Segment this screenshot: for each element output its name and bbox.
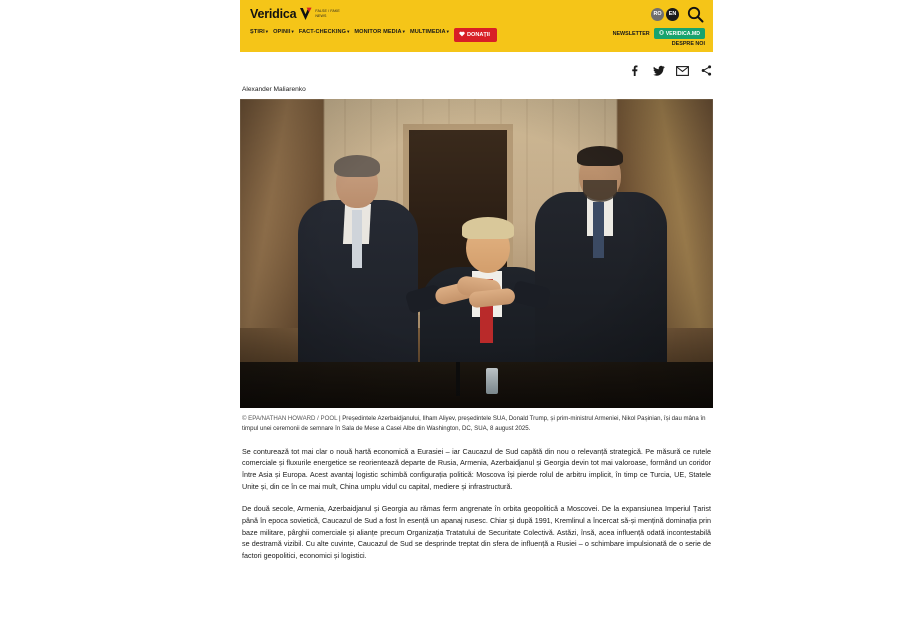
article-paragraph: Se conturează tot mai clar o nouă hartă economică a Eurasiei – iar Caucazul de Sud capătă din nou o relevanță strategică. Pe măsură ce rutele comerciale și fluxurile energetice se reorientează departe de Rusia, Armenia, Azerbaidjanul și Georgia devin tot mai valoroase, formând un coridor între Asia și Europa. Acest avantaj logistic schimbă configurația politică: Moscova își pierde rolul de arbitru implicit, în timp ce Turcia, UE, Statele Unite și, din ce în ce mai mult, China umplu vidul cu capital, mediere și infrastructură. [242, 446, 711, 491]
header-top-bar [240, 0, 713, 28]
share-bar [240, 64, 715, 77]
heart-icon [459, 31, 465, 39]
nav-item-opinii[interactable] [273, 28, 299, 36]
donate-label: DONAȚII [466, 32, 490, 38]
chevron-down-icon: ▾ [402, 29, 405, 34]
site-header [240, 0, 713, 52]
search-icon[interactable] [685, 4, 705, 24]
caption-text: Președintele Azerbaidjanului, Ilham Aliyev, președintele SUA, Donald Trump, și prim-ministrul Armeniei, Nikol Pașinian, își dau mâna în timpul unei ceremonii de semnare în Sala de Mese a Casei Albe din Washington, DC, SUA, 8 august 2025. [242, 415, 706, 433]
secondary-navigation [613, 28, 705, 47]
nav-item-monitor-media[interactable] [354, 28, 410, 36]
lang-option-en[interactable]: EN [666, 8, 679, 21]
veridica-check-icon [299, 7, 312, 21]
lang-option-ro[interactable]: RO [651, 8, 664, 21]
donate-button[interactable] [454, 28, 497, 42]
caption-separator: | [338, 415, 341, 422]
share-icon[interactable] [700, 64, 713, 77]
brand-wordmark: Veridica [250, 7, 297, 21]
article-byline: Alexander Maliarenko [242, 86, 306, 93]
main-navigation [240, 28, 713, 52]
chevron-down-icon: ▾ [446, 29, 449, 34]
photo-vignette [240, 99, 713, 408]
nav-item-label: MONITOR MEDIA [354, 29, 402, 35]
header-utilities [651, 4, 705, 24]
article [240, 86, 713, 573]
chevron-down-icon: ▾ [265, 29, 269, 34]
newsletter-link[interactable]: NEWSLETTER [612, 30, 650, 37]
veridica-md-button[interactable] [654, 28, 705, 39]
secondary-nav-row [613, 28, 705, 39]
article-photo [240, 99, 713, 408]
nav-item-label: MULTIMEDIA [409, 29, 446, 35]
photo-caption [240, 408, 712, 435]
nav-item-multimedia[interactable] [410, 28, 454, 36]
article-paragraph: De două secole, Armenia, Azerbaidjanul și Georgia au rămas ferm angrenate în orbita geopolitică a Moscovei. De la expansiunea Imperiul Țarist până în epoca sovietică, Caucazul de Sud a fost în esență un apanaj rusesc. Chiar și după 1991, Kremlinul a încercat să-și mențină dominația prin baze militare, pârghii comerciale și alianțe precum Organizația Tratatului de Securitate Colectivă. Astăzi, însă, acea influență odată incontestabilă se destramă vizibil. Cu alte cuvinte, Caucazul de Sud se desprinde treptat din sfera de influență a Rusiei – o schimbare impulsionată de o serie de factori geopolitici, economici și logistici. [242, 504, 711, 560]
site-logo[interactable] [250, 7, 351, 21]
veridica-md-label: VERIDICA.MD [665, 30, 700, 37]
language-switcher[interactable] [651, 8, 679, 21]
chevron-down-icon: ▾ [347, 29, 350, 34]
brand-tagline: FALSE / FAKE NEWS [315, 9, 340, 18]
nav-item-label: ȘTIRI [250, 29, 265, 35]
nav-item-label: OPINII [273, 29, 291, 35]
email-icon[interactable] [676, 64, 689, 77]
chevron-down-icon: ▾ [291, 29, 294, 34]
nav-item-label: FACT-CHECKING [298, 29, 347, 35]
article-figure [240, 99, 713, 435]
nav-item-fact-checking[interactable] [299, 28, 355, 36]
about-link[interactable]: DESPRE NOI [671, 41, 705, 47]
facebook-icon[interactable] [628, 64, 641, 77]
nav-item-stiri[interactable] [250, 28, 273, 36]
twitter-icon[interactable] [652, 64, 665, 77]
photo-credit: © EPA/NATHAN HOWARD / POOL [242, 415, 338, 422]
globe-icon [659, 30, 664, 37]
article-body [240, 446, 713, 562]
